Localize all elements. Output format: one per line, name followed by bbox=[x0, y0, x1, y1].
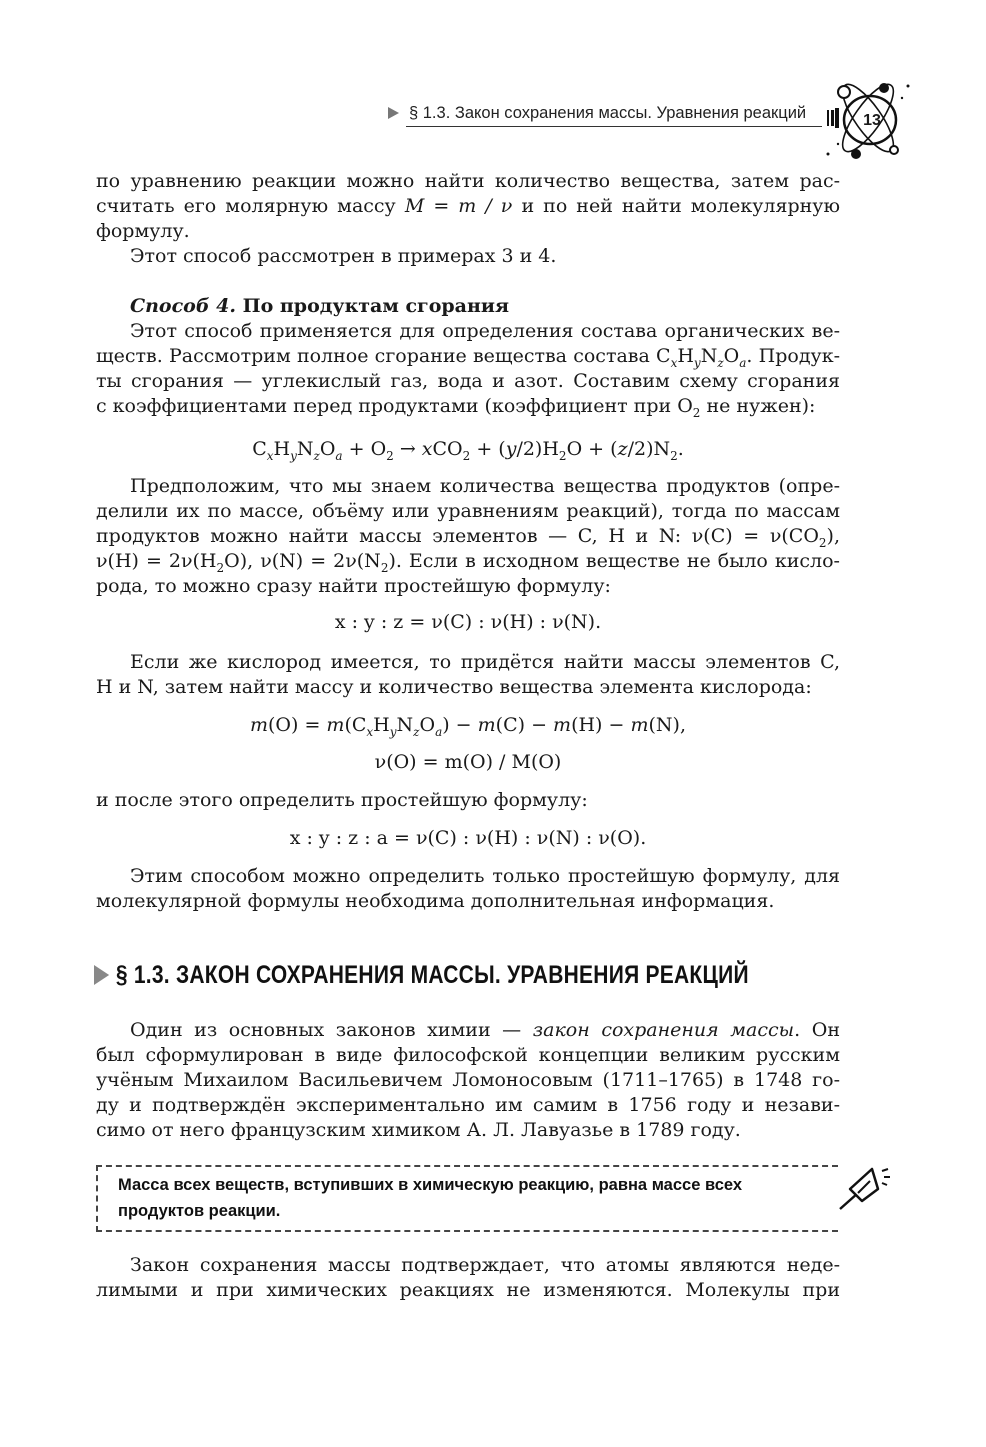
header-arrow-icon bbox=[388, 107, 399, 119]
section-title: § 1.3. ЗАКОН СОХРАНЕНИЯ МАССЫ. УРАВНЕНИЯ РЕАКЦИЙ bbox=[115, 960, 749, 989]
molar-mass-formula: M = m / ν bbox=[404, 195, 513, 217]
pushpin-icon bbox=[836, 1163, 894, 1221]
text-line: продуктов можно найти массы элементов — C, H и N: $\nu(C) = \nu(CO_2)$, bbox=[96, 525, 840, 550]
text-line: лимыми и при химических реакциях не изменяются. Молекулы при bbox=[96, 1279, 840, 1301]
text-line: с коэффициентами перед продуктами (коэффициент при $O_2$ не нужен): bbox=[96, 395, 816, 420]
text-line: Этим способом можно определить только простейшую формулу, для bbox=[130, 865, 840, 887]
section-heading bbox=[94, 958, 749, 992]
text-line: делили их по массе, объёму или уравнениям реакций), тогда по массам bbox=[96, 500, 840, 522]
header-rule bbox=[406, 126, 826, 127]
method4-paragraph2 bbox=[96, 474, 840, 599]
full-formula-ratio: x : y : z : a = ν(C) : ν(H) : ν(N) : ν(O). bbox=[289, 827, 647, 849]
text-line: был сформулирован в виде философской концепции великим русским bbox=[96, 1044, 840, 1066]
method4-block bbox=[96, 294, 840, 419]
text-line: рода, то можно сразу найти простейшую формулу: bbox=[96, 575, 611, 597]
method4-title: Способ 4. По продуктам сгорания bbox=[130, 295, 510, 317]
text-line: и после этого определить простейшую формулу: bbox=[96, 789, 588, 811]
text-line: ду и подтверждён экспериментально им самим в 1756 году и незави- bbox=[96, 1094, 840, 1116]
method4-paragraph3 bbox=[96, 650, 840, 700]
text-line: симо от него французским химиком А. Л. Лавуазье в 1789 году. bbox=[96, 1119, 741, 1141]
text-line: Один из основных законов химии — закон сохранения массы. Он bbox=[130, 1019, 840, 1041]
section-paragraph2 bbox=[96, 1253, 840, 1303]
text-line: по уравнению реакции можно найти количество вещества, затем рас- bbox=[96, 170, 840, 192]
text-line: молекулярной формулы необходима дополнительная информация. bbox=[96, 890, 775, 912]
oxygen-amount-formula: ν(O) = m(O) / M(O) bbox=[374, 751, 562, 773]
section-paragraph1 bbox=[96, 1018, 840, 1143]
intro-text bbox=[96, 169, 840, 269]
method4-paragraph4 bbox=[96, 788, 840, 813]
running-title: § 1.3. Закон сохранения массы. Уравнения реакций bbox=[409, 103, 807, 122]
text-line: формулу. bbox=[96, 220, 190, 242]
combustion-equation: $C_xH_yN_zO_a + O_2 \to xCO_2 + (y/2)H_2O + (z/2)N_2$. bbox=[252, 438, 684, 463]
page-number: 13 bbox=[863, 112, 881, 129]
text-line: ты сгорания — углекислый газ, вода и азот. Составим схему сгорания bbox=[96, 370, 840, 392]
text-line: H и N, затем найти массу и количество вещества элемента кислорода: bbox=[96, 676, 812, 698]
text-line: Предположим, что мы знаем количества вещества продуктов (опре- bbox=[130, 475, 840, 497]
text-line: Если же кислород имеется, то придётся найти массы элементов C, bbox=[130, 651, 840, 673]
text-line: Закон сохранения массы подтверждает, что атомы являются неде- bbox=[130, 1254, 840, 1276]
law-name: закон сохранения массы bbox=[532, 1019, 795, 1041]
text-line: учёным Михаилом Васильевичем Ломоносовым (1711–1765) в 1748 го- bbox=[96, 1069, 840, 1091]
heading-arrow-icon bbox=[94, 965, 109, 985]
law-statement: Масса всех веществ, вступивших в химическую реакцию, равна массе всех продуктов реакции. bbox=[118, 1176, 743, 1220]
text-line: Этот способ рассмотрен в примерах 3 и 4. bbox=[130, 245, 557, 267]
method4-paragraph5 bbox=[96, 864, 840, 914]
text-line: Этот способ применяется для определения состава органических ве- bbox=[130, 320, 840, 342]
running-header bbox=[388, 101, 828, 125]
simplest-formula-ratio: x : y : z = ν(C) : ν(H) : ν(N). bbox=[334, 611, 602, 633]
text-line: ществ. Рассмотрим полное сгорание вещества состава $C_xH_yN_zO_a$. Продук- bbox=[96, 345, 840, 370]
text-line: $\nu(H) = 2\nu(H_2O)$, $\nu(N) = 2\nu(N_2)$. Если в исходном веществе не было кисло- bbox=[96, 550, 840, 575]
oxygen-mass-formula: $m(O) = m(C_xH_yN_zO_a) - m(C) - m(H) - m(N)$, bbox=[249, 714, 687, 739]
text-line: считать его молярную массу M = m / ν и по ней найти молекулярную bbox=[96, 195, 840, 217]
